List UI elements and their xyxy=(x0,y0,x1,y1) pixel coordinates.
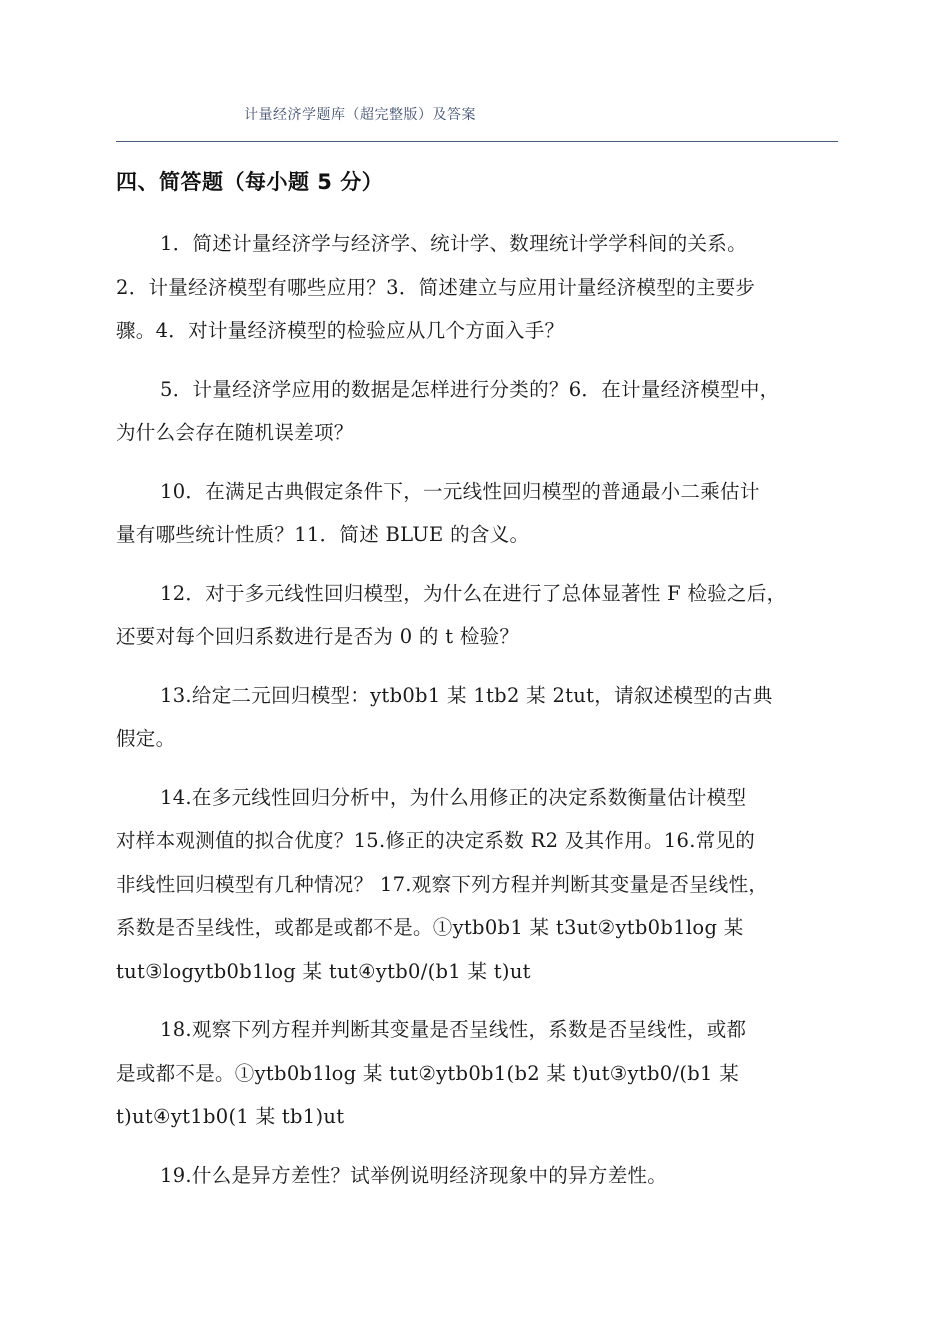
text-line: 量有哪些统计性质？11．简述 BLUE 的含义。 xyxy=(116,523,530,546)
paragraph-q10-11 xyxy=(116,470,838,557)
running-header: 计量经济学题库（超完整版）及答案 xyxy=(244,107,476,123)
text-line: 13.给定二元回归模型：ytb0b1 某 1tb2 某 2tut，请叙述模型的古典 xyxy=(160,683,773,707)
text-line: tut③logytb0b1log 某 tut④ytb0/(b1 某 t)ut xyxy=(116,959,531,983)
paragraph-q5-6 xyxy=(116,368,838,455)
header-divider xyxy=(116,141,838,142)
text-line: 12．对于多元线性回归模型，为什么在进行了总体显著性 F 检验之后， xyxy=(160,581,787,605)
text-line: 5．计量经济学应用的数据是怎样进行分类的？6．在计量经济模型中， xyxy=(160,377,780,401)
text-line: 是或都不是。①ytb0b1log 某 tut②ytb0b1(b2 某 t)ut③ytb0/(b1 某 xyxy=(116,1061,740,1085)
paragraph-q13 xyxy=(116,674,838,761)
text-line: 假定。 xyxy=(116,727,176,750)
paragraph-q19 xyxy=(116,1154,838,1198)
text-line: t)ut④yt1b0(1 某 tb1)ut xyxy=(116,1105,345,1128)
text-line: 14.在多元线性回归分析中，为什么用修正的决定系数衡量估计模型 xyxy=(160,785,747,809)
text-line: 18.观察下列方程并判断其变量是否呈线性，系数是否呈线性，或都 xyxy=(160,1018,747,1041)
text-line: 非线性回归模型有几种情况？ 17.观察下列方程并判断其变量是否呈线性， xyxy=(116,872,769,896)
text-line: 系数是否呈线性，或都是或都不是。①ytb0b1 某 t3ut②ytb0b1log 某 xyxy=(116,916,744,939)
paragraph-q1-4 xyxy=(116,222,838,353)
text-line: 2．计量经济模型有哪些应用？3．简述建立与应用计量经济模型的主要步 xyxy=(116,275,756,299)
body-text xyxy=(116,222,838,1212)
text-line: 对样本观测值的拟合优度？15.修正的决定系数 R2 及其作用。16.常见的 xyxy=(116,829,756,852)
text-line: 骤。4．对计量经济模型的检验应从几个方面入手？ xyxy=(116,319,565,342)
section-title: 四、简答题（每小题 5 分） xyxy=(116,170,384,194)
paragraph-q18 xyxy=(116,1008,838,1139)
text-line: 19.什么是异方差性？试举例说明经济现象中的异方差性。 xyxy=(160,1163,668,1187)
text-line: 10．在满足古典假定条件下，一元线性回归模型的普通最小二乘估计 xyxy=(160,479,760,503)
paragraph-q14-17 xyxy=(116,776,838,994)
text-line: 为什么会存在随机误差项？ xyxy=(116,421,354,444)
paragraph-q12 xyxy=(116,572,838,659)
text-line: 1．简述计量经济学与经济学、统计学、数理统计学学科间的关系。 xyxy=(160,232,747,255)
text-line: 还要对每个回归系数进行是否为 0 的 t 检验？ xyxy=(116,625,520,648)
